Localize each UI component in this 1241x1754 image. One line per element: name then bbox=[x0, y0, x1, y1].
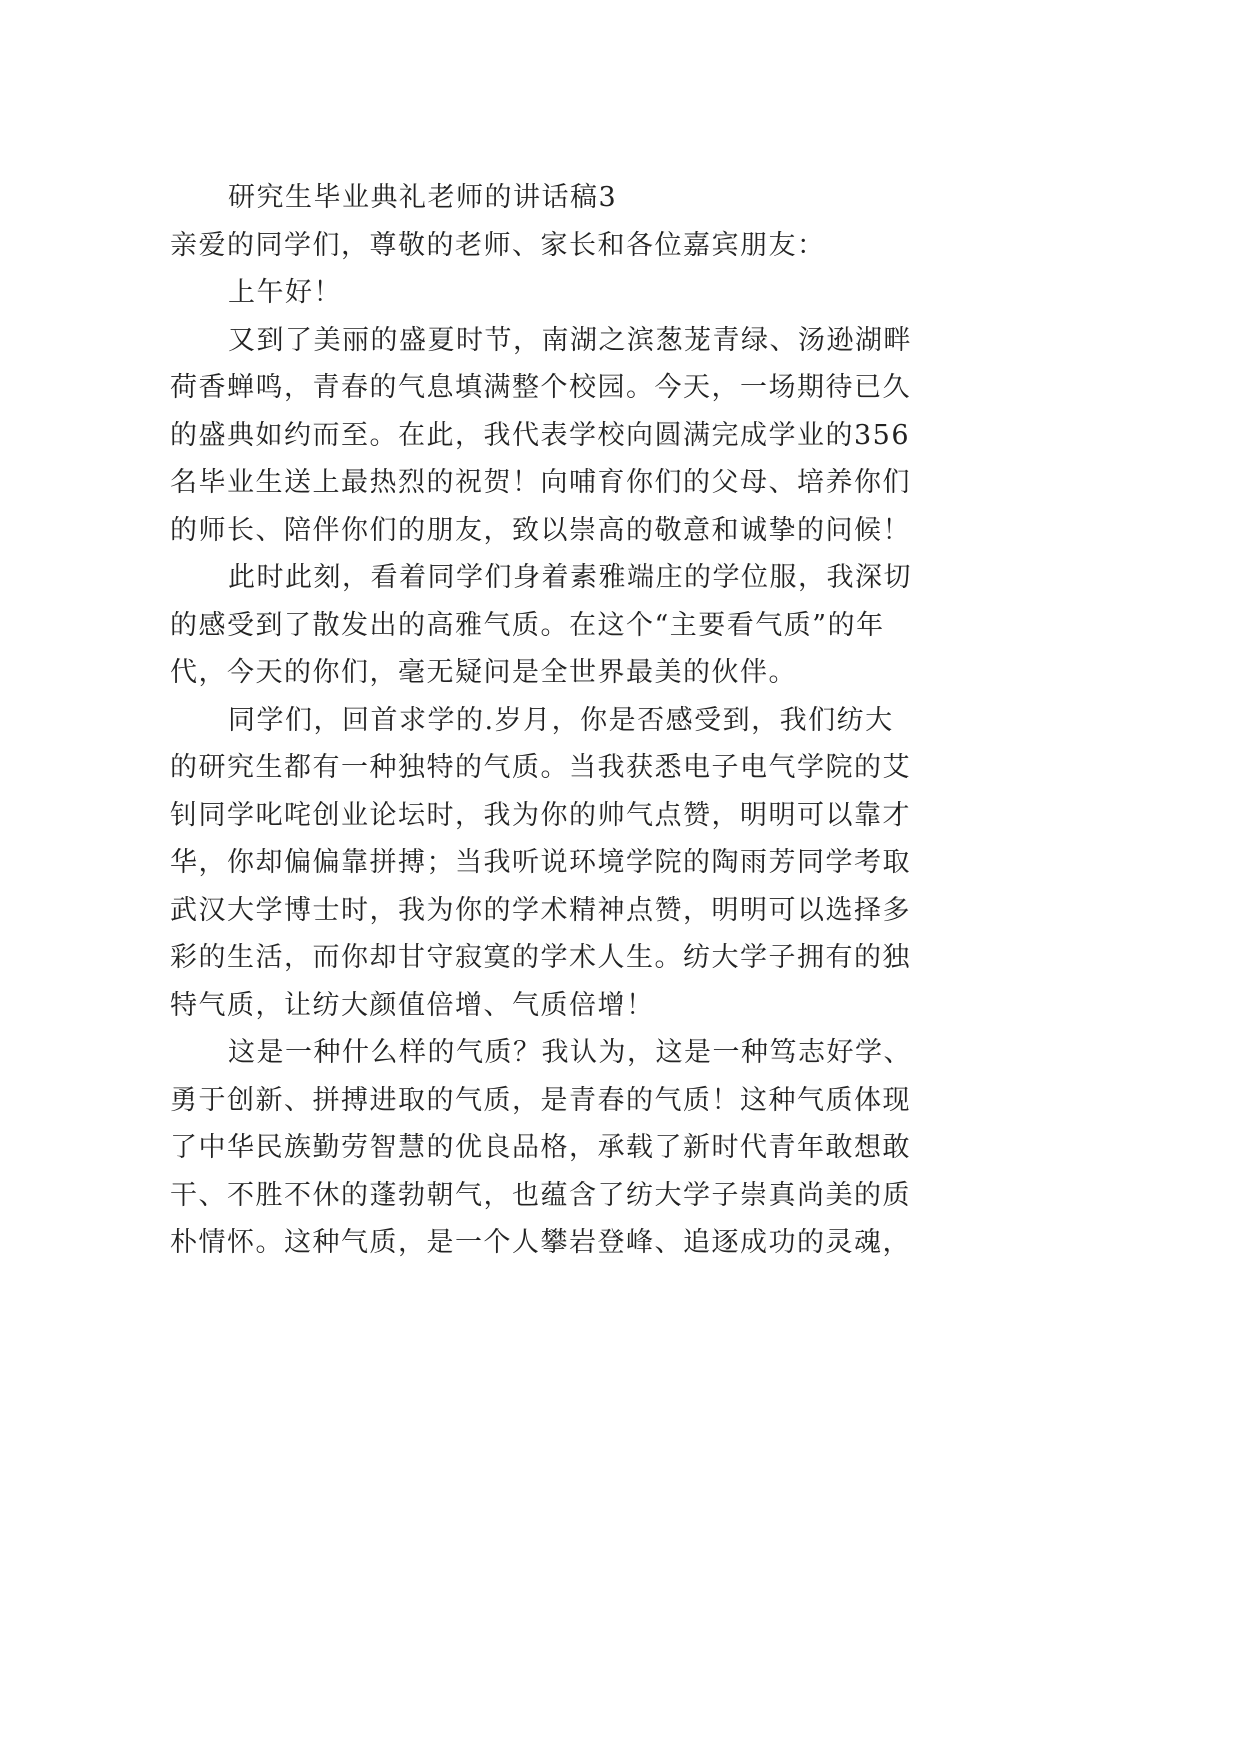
paragraph-line: 荷香蝉鸣，青春的气息填满整个校园。今天，一场期待已久 bbox=[170, 372, 911, 403]
paragraph-line: 勇于创新、拼搏进取的气质，是青春的气质！这种气质体现 bbox=[170, 1084, 911, 1116]
paragraph-line: 干、不胜不休的蓬勃朝气，也蕴含了纺大学子崇真尚美的质 bbox=[170, 1179, 911, 1211]
paragraph-4 bbox=[170, 1029, 960, 1267]
paragraph-line: 彩的生活，而你却甘守寂寞的学术人生。纺大学子拥有的独 bbox=[170, 942, 911, 973]
paragraph-3 bbox=[170, 697, 960, 1030]
paragraph-line: 朴情怀。这种气质，是一个人攀岩登峰、追逐成功的灵魂， bbox=[170, 1227, 911, 1258]
paragraph-line: 的盛典如约而至。在此，我代表学校向圆满完成学业的356 bbox=[170, 419, 911, 451]
paragraph-line: 又到了美丽的盛夏时节，南湖之滨葱茏青绿、汤逊湖畔 bbox=[228, 324, 912, 356]
paragraph-line: 的研究生都有一种独特的气质。当我获悉电子电气学院的艾 bbox=[170, 752, 911, 783]
document-title: 研究生毕业典礼老师的讲话稿3 bbox=[228, 182, 618, 213]
paragraph-line: 华，你却偏偏靠拼搏；当我听说环境学院的陶雨芳同学考取 bbox=[170, 847, 911, 878]
paragraph-line: 了中华民族勤劳智慧的优良品格，承载了新时代青年敢想敢 bbox=[170, 1132, 911, 1163]
paragraph-line: 此时此刻，看着同学们身着素雅端庄的学位服，我深切 bbox=[228, 562, 912, 593]
paragraph-line: 这是一种什么样的气质？我认为，这是一种笃志好学、 bbox=[228, 1037, 912, 1068]
paragraph-line: 代，今天的你们，毫无疑问是全世界最美的伙伴。 bbox=[170, 657, 797, 688]
paragraph-line: 武汉大学博士时，我为你的学术精神点赞，明明可以选择多 bbox=[170, 894, 911, 926]
paragraph-line: 钊同学叱咤创业论坛时，我为你的帅气点赞，明明可以靠才 bbox=[170, 799, 911, 831]
document-body bbox=[170, 174, 960, 1267]
salutation: 亲爱的同学们，尊敬的老师、家长和各位嘉宾朋友： bbox=[170, 229, 826, 261]
paragraph-1 bbox=[170, 317, 960, 555]
paragraph-line: 名毕业生送上最热烈的祝贺！向哺育你们的父母、培养你们 bbox=[170, 467, 911, 498]
paragraph-line: 同学们，回首求学的.岁月，你是否感受到，我们纺大 bbox=[228, 704, 894, 736]
greeting: 上午好！ bbox=[228, 277, 342, 308]
paragraph-line: 特气质，让纺大颜值倍增、气质倍增！ bbox=[170, 989, 655, 1021]
paragraph-line: 的感受到了散发出的高雅气质。在这个“主要看气质”的年 bbox=[170, 609, 885, 641]
paragraph-2 bbox=[170, 554, 960, 697]
paragraph-line: 的师长、陪伴你们的朋友，致以崇高的敬意和诚挚的问候！ bbox=[170, 514, 911, 546]
